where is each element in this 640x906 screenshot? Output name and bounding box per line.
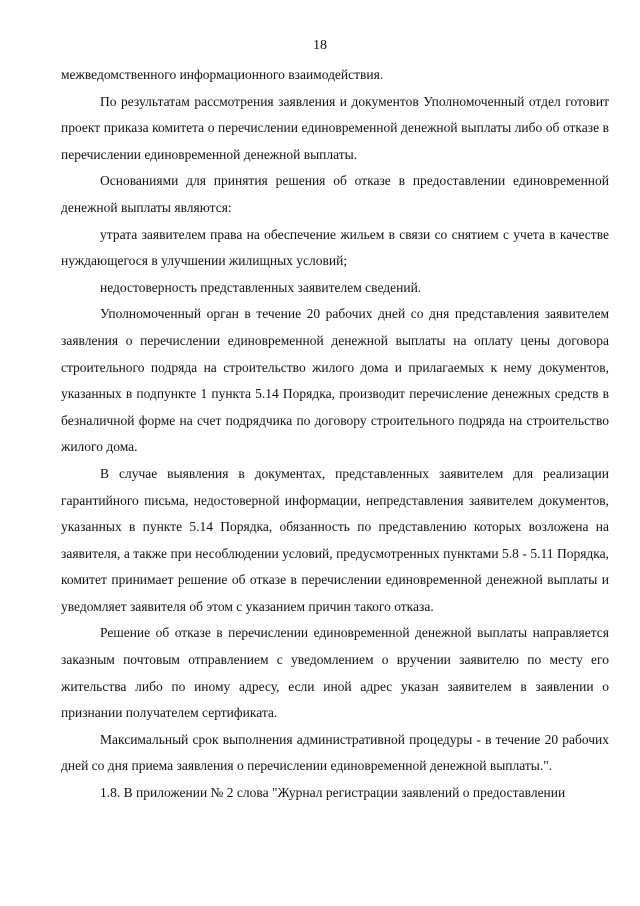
paragraph-payment-transfer: Уполномоченный орган в течение 20 рабочих дней со дня представления заявителем заявления о перечислении единовременной денежной выплаты на оплату цены договора строительного подряда на строительство жилого дома и прилагаемых к нему документов, указанных в подпункте 1 пункта 5.14 Порядка, производит перечисление денежных средств в безналичной форме на счет подрядчика по договору строительного подряда на строительство жилого дома. bbox=[61, 306, 609, 455]
document-body bbox=[61, 62, 609, 807]
page-number: 18 bbox=[313, 38, 327, 53]
paragraph-refusal-grounds: Основаниями для принятия решения об отказе в предоставлении единовременной денежной выплаты являются: bbox=[61, 173, 609, 215]
paragraph-continuation: межведомственного информационного взаимодействия. bbox=[61, 67, 384, 82]
paragraph-ground-loss-of-right: утрата заявителем права на обеспечение жильем в связи со снятием с учета в качестве нуждающегося в улучшении жилищных условий; bbox=[61, 226, 609, 269]
paragraph-refusal-cases: В случае выявления в документах, представленных заявителем для реализации гарантийного письма, недостоверной информации, непредставления заявителем документов, указанных в пункте 5.14 Порядка, обязанность по представлению которых возложена на заявителя, а также при несоблюдении условий, предусмотренных пунктами 5.8 - 5.11 Порядка, комитет принимает решение об отказе в перечислении единовременной денежной выплаты и уведомляет заявителя об этом с указанием причин такого отказа. bbox=[61, 465, 609, 614]
paragraph-ground-false-info: недостоверность представленных заявителем сведений. bbox=[100, 279, 422, 295]
paragraph-draft-order: По результатам рассмотрения заявления и документов Уполномоченный отдел готовит проект приказа комитета о перечислении единовременной денежной выплаты либо об отказе в перечислении единовременной денежной выплаты. bbox=[61, 93, 609, 162]
paragraph-amendment-1-8: 1.8. В приложении № 2 слова "Журнал регистрации заявлений о предоставлении bbox=[100, 785, 566, 801]
paragraph-max-term: Максимальный срок выполнения административной процедуры - в течение 20 рабочих дней со дня приема заявления о перечислении единовременной денежной выплаты.". bbox=[61, 731, 609, 774]
paragraph-refusal-notice: Решение об отказе в перечислении единовременной денежной выплаты направляется заказным почтовым отправлением с уведомлением о вручении заявителю по месту его жительства либо по иному адресу, если иной адрес указан заявителем в заявлении о признании получателем сертификата. bbox=[61, 625, 609, 721]
